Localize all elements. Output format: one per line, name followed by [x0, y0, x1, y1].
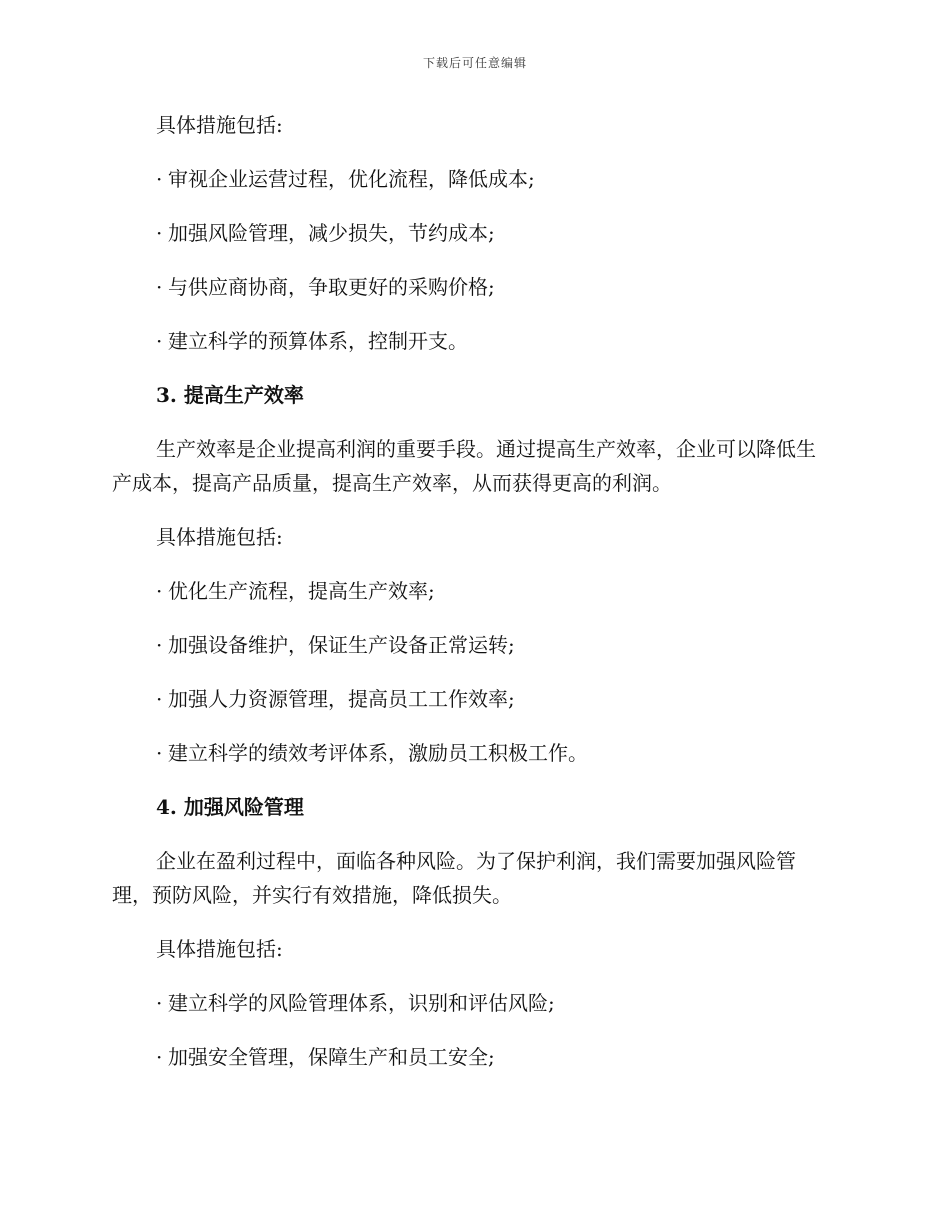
bullet-item: · 建立科学的绩效考评体系，激励员工积极工作。: [112, 736, 832, 770]
bullet-dot: ·: [156, 687, 163, 711]
bullet-item: · 加强安全管理，保障生产和员工安全;: [112, 1040, 832, 1074]
bullet-dot: ·: [156, 275, 163, 299]
bullet-item: · 与供应商协商，争取更好的采购价格;: [112, 270, 832, 304]
section-heading-4: 4. 加强风险管理: [156, 795, 304, 819]
bullet-item: · 建立科学的预算体系，控制开支。: [112, 324, 832, 358]
bullet-item: · 加强设备维护，保证生产设备正常运转;: [112, 628, 832, 662]
bullet-item: · 优化生产流程，提高生产效率;: [112, 574, 832, 608]
paragraph-measures-intro: 具体措施包括:: [156, 113, 283, 137]
document-body: [112, 108, 832, 1094]
bullet-item: · 建立科学的风险管理体系，识别和评估风险;: [112, 986, 832, 1020]
bullet-item: · 加强人力资源管理，提高员工工作效率;: [112, 682, 832, 716]
paragraph-efficiency: 生产效率是企业提高利润的重要手段。通过提高生产效率，企业可以降低生产成本，提高产品质量，提高生产效率，从而获得更高的利润。: [112, 437, 816, 495]
paragraph-measures-intro: 具体措施包括:: [156, 937, 283, 961]
bullet-dot: ·: [156, 167, 163, 191]
bullet-dot: ·: [156, 633, 163, 657]
bullet-dot: ·: [156, 991, 163, 1015]
bullet-dot: ·: [156, 1045, 163, 1069]
bullet-item: · 审视企业运营过程，优化流程，降低成本;: [112, 162, 832, 196]
bullet-item: · 加强风险管理，减少损失，节约成本;: [112, 216, 832, 250]
section-heading-3: 3. 提高生产效率: [156, 383, 304, 407]
bullet-dot: ·: [156, 221, 163, 245]
page-header: 下载后可任意编辑: [422, 56, 527, 70]
bullet-dot: ·: [156, 741, 163, 765]
bullet-dot: ·: [156, 579, 163, 603]
bullet-dot: ·: [156, 329, 163, 353]
paragraph-measures-intro: 具体措施包括:: [156, 525, 283, 549]
paragraph-risk: 企业在盈利过程中，面临各种风险。为了保护利润，我们需要加强风险管理，预防风险，并实行有效措施，降低损失。: [112, 849, 796, 907]
